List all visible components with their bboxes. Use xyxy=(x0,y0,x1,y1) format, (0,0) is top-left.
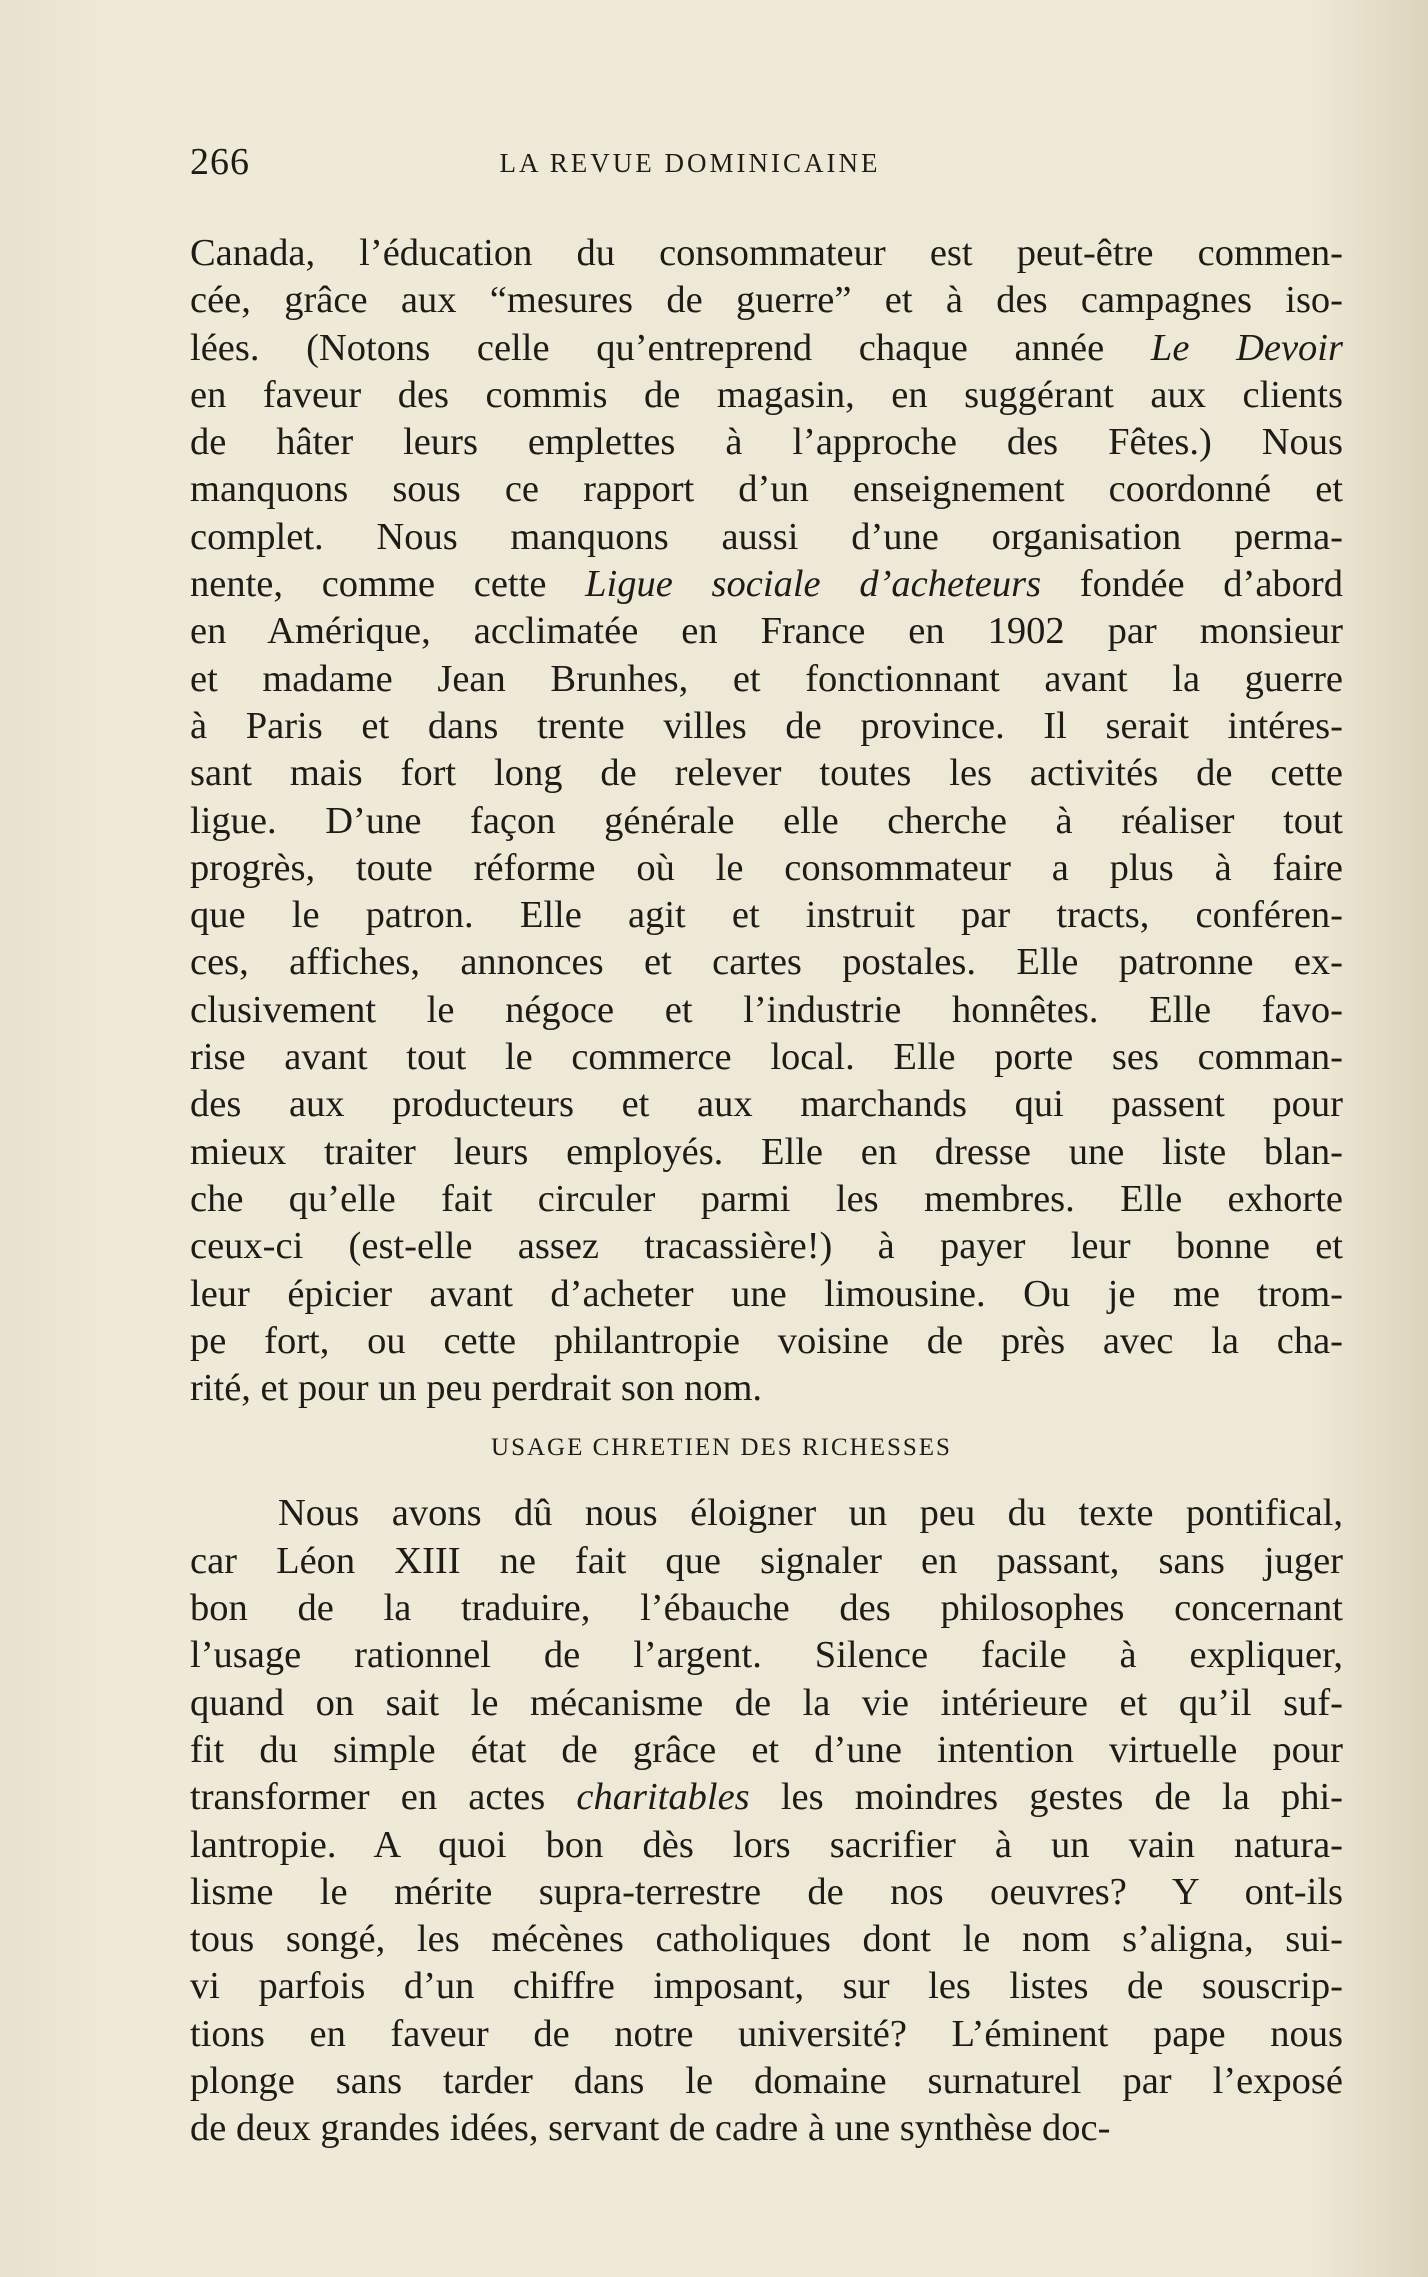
text-line: manquons sous ce rapport d’un enseignement coordonné et xyxy=(190,468,1343,511)
text-line: plonge sans tarder dans le domaine surnaturel par l’exposé xyxy=(190,2059,1343,2102)
text-line: Nous avons dû nous éloigner un peu du texte pontifical, xyxy=(278,1492,1343,1535)
text-line: fit du simple état de grâce et d’une intention virtuelle pour xyxy=(190,1728,1343,1771)
text-line: que le patron. Elle agit et instruit par tracts, conféren- xyxy=(190,894,1343,937)
paragraph-2 xyxy=(190,1490,1343,2152)
text-line: ligue. D’une façon générale elle cherche à réaliser tout xyxy=(190,799,1343,842)
text-line: leur épicier avant d’acheter une limousine. Ou je me trom- xyxy=(190,1272,1343,1315)
text-line: bon de la traduire, l’ébauche des philosophes concernant xyxy=(190,1587,1343,1630)
text-line: car Léon XIII ne fait que signaler en passant, sans juger xyxy=(190,1539,1343,1582)
text-line: sant mais fort long de relever toutes les activités de cette xyxy=(190,752,1343,795)
text-line: pe fort, ou cette philantropie voisine de près avec la cha- xyxy=(190,1319,1343,1362)
text-line: tions en faveur de notre université? L’éminent pape nous xyxy=(190,2012,1343,2055)
italic-title: Le Devoir xyxy=(1150,326,1343,369)
text-line: transformer en actes charitables les moindres gestes de la phi- xyxy=(190,1776,1343,1819)
text-line: che qu’elle fait circuler parmi les membres. Elle exhorte xyxy=(190,1177,1343,1220)
text-line: vi parfois d’un chiffre imposant, sur les listes de souscrip- xyxy=(190,1965,1343,2008)
text-line: l’usage rationnel de l’argent. Silence facile à expliquer, xyxy=(190,1634,1343,1677)
text-line: clusivement le négoce et l’industrie honnêtes. Elle favo- xyxy=(190,988,1343,1031)
text-line: ceux-ci (est-elle assez tracassière!) à payer leur bonne et xyxy=(190,1225,1343,1268)
section-heading: USAGE CHRETIEN DES RICHESSES xyxy=(491,1434,952,1462)
text-line: Canada, l’éducation du consommateur est peut-être commen- xyxy=(190,232,1343,274)
text-line: mieux traiter leurs employés. Elle en dresse une liste blan- xyxy=(190,1130,1343,1173)
running-head xyxy=(190,140,1340,196)
text-line: complet. Nous manquons aussi d’une organisation perma- xyxy=(190,515,1343,558)
text-column xyxy=(190,230,1343,2153)
text-line: des aux producteurs et aux marchands qui passent pour xyxy=(190,1083,1343,1126)
text-line: nente, comme cette Ligue sociale d’acheteurs fondée d’abord xyxy=(190,563,1343,606)
text-line: lantropie. A quoi bon dès lors sacrifier à un vain natura- xyxy=(190,1823,1343,1866)
text-line: cée, grâce aux “mesures de guerre” et à des campagnes iso- xyxy=(190,279,1343,322)
text-line: quand on sait le mécanisme de la vie intérieure et qu’il suf- xyxy=(190,1681,1343,1724)
text-line: lisme le mérite supra-terrestre de nos oeuvres? Y ont-ils xyxy=(190,1870,1343,1913)
text-line: lées. (Notons celle qu’entreprend chaque année Le Devoir xyxy=(190,326,1343,369)
text-line: en Amérique, acclimatée en France en 1902 par monsieur xyxy=(190,610,1343,653)
journal-title: LA REVUE DOMINICAINE xyxy=(499,148,881,178)
text-line: de deux grandes idées, servant de cadre à une synthèse doc- xyxy=(190,2107,1111,2150)
text-line: à Paris et dans trente villes de province. Il serait intéres- xyxy=(190,704,1343,747)
italic-title: Ligue sociale d’acheteurs xyxy=(585,563,1042,606)
text-line: ces, affiches, annonces et cartes postales. Elle patronne ex- xyxy=(190,941,1343,984)
text-line: progrès, toute réforme où le consommateur a plus à faire xyxy=(190,846,1343,889)
text-line: tous songé, les mécènes catholiques dont le nom s’aligna, sui- xyxy=(190,1918,1343,1961)
text-line: de hâter leurs emplettes à l’approche des Fêtes.) Nous xyxy=(190,421,1343,464)
text-line: en faveur des commis de magasin, en suggérant aux clients xyxy=(190,373,1343,416)
text-line: et madame Jean Brunhes, et fonctionnant avant la guerre xyxy=(190,657,1343,700)
paragraph-1 xyxy=(190,230,1343,1412)
italic-title: charitables xyxy=(576,1776,750,1819)
text-line: rise avant tout le commerce local. Elle porte ses comman- xyxy=(190,1036,1343,1079)
text-line: rité, et pour un peu perdrait son nom. xyxy=(190,1367,763,1410)
page-number: 266 xyxy=(190,141,250,183)
